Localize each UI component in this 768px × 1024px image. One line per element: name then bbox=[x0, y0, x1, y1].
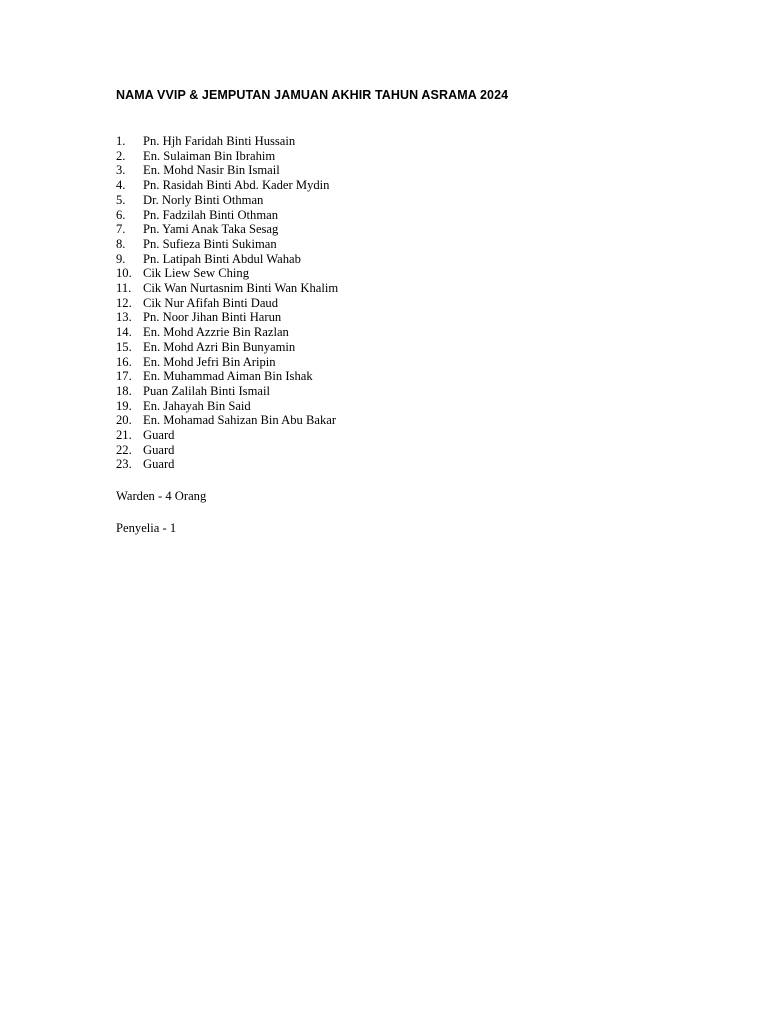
list-item-name: Cik Liew Sew Ching bbox=[143, 266, 249, 281]
list-item bbox=[116, 193, 338, 208]
list-item-name: Cik Wan Nurtasnim Binti Wan Khalim bbox=[143, 281, 339, 296]
list-item bbox=[116, 266, 338, 281]
list-item bbox=[116, 457, 338, 472]
list-item bbox=[116, 340, 338, 355]
list-item-number: 22. bbox=[116, 442, 132, 457]
list-item-name: En. Jahayah Bin Said bbox=[143, 398, 251, 413]
guest-list bbox=[116, 134, 338, 472]
list-item-name: Pn. Latipah Binti Abdul Wahab bbox=[143, 251, 301, 266]
list-item-number: 6. bbox=[116, 207, 126, 222]
list-item-name: En. Sulaiman Bin Ibrahim bbox=[143, 148, 276, 163]
penyelia-note: Penyelia - 1 bbox=[116, 521, 177, 535]
list-item-number: 19. bbox=[116, 398, 132, 413]
list-item-number: 2. bbox=[116, 148, 126, 163]
list-item-number: 21. bbox=[116, 428, 132, 443]
list-item-number: 18. bbox=[116, 383, 132, 398]
list-item bbox=[116, 369, 338, 384]
list-item-number: 13. bbox=[116, 310, 132, 325]
list-item bbox=[116, 149, 338, 164]
list-item-name: Pn. Noor Jihan Binti Harun bbox=[143, 310, 282, 325]
list-item-number: 10. bbox=[116, 266, 132, 281]
list-item bbox=[116, 163, 338, 178]
list-item-number: 7. bbox=[116, 222, 126, 237]
list-item bbox=[116, 178, 338, 193]
list-item bbox=[116, 237, 338, 252]
list-item-name: En. Muhammad Aiman Bin Ishak bbox=[143, 369, 313, 384]
list-item-name: En. Mohd Azzrie Bin Razlan bbox=[143, 325, 289, 340]
list-item bbox=[116, 399, 338, 414]
list-item-name: En. Mohamad Sahizan Bin Abu Bakar bbox=[143, 413, 337, 428]
list-item-number: 1. bbox=[116, 134, 126, 148]
list-item-number: 5. bbox=[116, 192, 126, 207]
list-item bbox=[116, 222, 338, 237]
list-item bbox=[116, 413, 338, 428]
list-item-name: En. Mohd Azri Bin Bunyamin bbox=[143, 339, 296, 354]
list-item bbox=[116, 355, 338, 370]
list-item bbox=[116, 325, 338, 340]
list-item-number: 11. bbox=[116, 281, 132, 296]
list-item-name: Guard bbox=[143, 457, 175, 472]
list-item-number: 15. bbox=[116, 339, 132, 354]
list-item bbox=[116, 443, 338, 458]
list-item bbox=[116, 384, 338, 399]
list-item-name: Dr. Norly Binti Othman bbox=[143, 192, 264, 207]
document-title: NAMA VVIP & JEMPUTAN JAMUAN AKHIR TAHUN ASRAMA 2024 bbox=[116, 88, 509, 102]
list-item-name: Puan Zalilah Binti Ismail bbox=[143, 383, 270, 398]
list-item bbox=[116, 281, 338, 296]
list-item-number: 3. bbox=[116, 163, 126, 178]
list-item bbox=[116, 310, 338, 325]
list-item-name: Guard bbox=[143, 442, 175, 457]
list-item bbox=[116, 252, 338, 267]
list-item-number: 4. bbox=[116, 178, 126, 193]
list-item-name: En. Mohd Nasir Bin Ismail bbox=[143, 163, 280, 178]
list-item bbox=[116, 208, 338, 223]
list-item-name: En. Mohd Jefri Bin Aripin bbox=[143, 354, 276, 369]
list-item-name: Pn. Fadzilah Binti Othman bbox=[143, 207, 279, 222]
list-item-number: 20. bbox=[116, 413, 132, 428]
list-item-number: 23. bbox=[116, 457, 132, 472]
list-item-name: Pn. Yami Anak Taka Sesag bbox=[143, 222, 279, 237]
list-item-number: 17. bbox=[116, 369, 132, 384]
list-item-number: 14. bbox=[116, 325, 132, 340]
list-item-number: 9. bbox=[116, 251, 126, 266]
list-item-number: 8. bbox=[116, 236, 126, 251]
list-item-number: 16. bbox=[116, 354, 132, 369]
list-item-number: 12. bbox=[116, 295, 132, 310]
list-item bbox=[116, 296, 338, 311]
list-item bbox=[116, 428, 338, 443]
list-item-name: Guard bbox=[143, 428, 175, 443]
list-item-name: Pn. Hjh Faridah Binti Hussain bbox=[143, 134, 296, 148]
warden-note: Warden - 4 Orang bbox=[116, 489, 207, 503]
list-item-name: Pn. Sufieza Binti Sukiman bbox=[143, 236, 277, 251]
list-item-name: Pn. Rasidah Binti Abd. Kader Mydin bbox=[143, 178, 330, 193]
list-item bbox=[116, 134, 338, 149]
list-item-name: Cik Nur Afifah Binti Daud bbox=[143, 295, 279, 310]
